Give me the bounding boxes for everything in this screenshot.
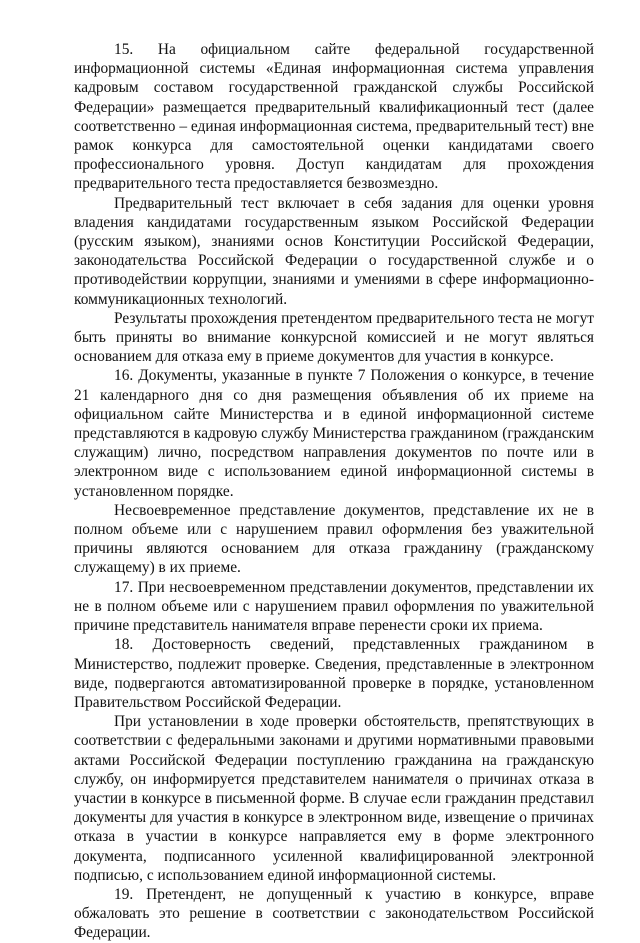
paragraph-19: 19. Претендент, не допущенный к участию в конкурсе, вправе обжаловать это решение в соответствии с законодательством Российской Федерации. <box>74 885 594 942</box>
paragraph-15: 15. На официальном сайте федеральной государственной информационной системы «Единая информационная система управления кадровым составом государственной гражданской службы Российской Федерации» размещается предварительный квалификационный тест (далее соответственно – единая информационная система, предварительный тест) вне рамок конкурса для самостоятельной оценки кандидатами своего профессионального уровня. Доступ кандидатам для прохождения предварительного теста предоставляется безвозмездно. <box>74 41 594 193</box>
paragraph-18: 18. Достоверность сведений, представленных гражданином в Министерство, подлежит проверке. Сведения, представленные в электронном виде, подвергаются автоматизированной проверке в порядке, установленном Правительством Российской Федерации. <box>74 636 594 711</box>
paragraph-late-submission: Несвоевременное представление документов, представление их не в полном объеме или с нарушением правил оформления без уважительной причины являются основанием для отказа гражданину (гражданскому служащему) в их приеме. <box>74 501 594 577</box>
paragraph-test-results: Результаты прохождения претендентом предварительного теста не могут быть приняты во внимание конкурсной комиссией и не могут являться основанием для отказа ему в приеме документов для участия в конкурсе. <box>74 309 594 366</box>
paragraph-verification: При установлении в ходе проверки обстоятельств, препятствующих в соответствии с федеральными законами и другими нормативными правовыми актами Российской Федерации поступлению гражданина на гражданскую службу, он информируется представителем нанимателя о причинах отказа в участии в конкурсе в письменной форме. В случае если гражданин представил документы для участия в конкурсе в электронном виде, извещение о причинах отказа в участии в конкурсе направляется ему в форме электронного документа, подписанного усиленной квалифицированной электронной подписью, с использованием единой информационной системы. <box>74 713 594 884</box>
paragraph-preliminary-test: Предварительный тест включает в себя задания для оценки уровня владения кандидатами государственным языком Российской Федерации (русским языком), знаниями основ Конституции Российской Федерации, законодательства Российской Федерации о государственной службе и о противодействии коррупции, знаниями и умениями в сфере информационно-коммуникационных технологий. <box>74 194 594 308</box>
paragraph-17: 17. При несвоевременном представлении документов, представлении их не в полном объеме или с нарушением правил оформления по уважительной причине представитель нанимателя вправе перенести сроки их приема. <box>74 578 594 635</box>
paragraph-16: 16. Документы, указанные в пункте 7 Положения о конкурсе, в течение 21 календарного дня со дня размещения объявления об их приеме на официальном сайте Министерства и в единой информационной системе представляются в кадровую службу Министерства гражданином (гражданским служащим) лично, посредством направления документов по почте или в электронном виде с использованием единой информационной системы в установленном порядке. <box>74 367 594 500</box>
document-page <box>74 40 594 943</box>
